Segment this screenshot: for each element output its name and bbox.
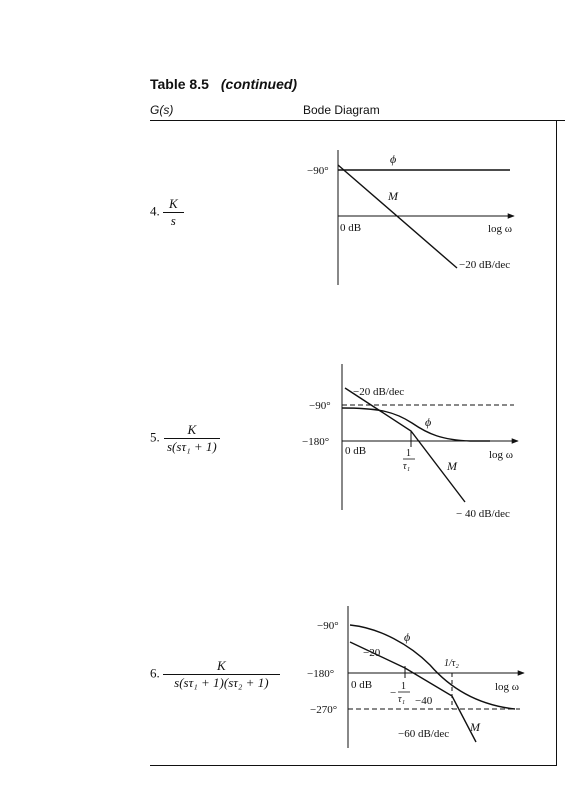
d6-m-label: M — [470, 720, 480, 734]
row-4-numerator: K — [163, 196, 184, 213]
d4-phi-label: ϕ — [390, 152, 397, 166]
d4-m-label: M — [388, 189, 398, 203]
row-6-denominator: s(sτ₁ + 1)(sτ₂ + 1) — [174, 675, 269, 690]
d5-corner-denominator: τ₁ — [403, 461, 411, 472]
d4-phase-level-label: −90° — [307, 165, 329, 177]
d5-phase-90-label: −90° — [309, 400, 331, 412]
row-4-number: 4. — [150, 203, 160, 219]
row-6-number: 6. — [150, 665, 160, 681]
d5-log-w-label: log ω — [489, 449, 514, 461]
row-5-denominator: s(sτ₁ + 1) — [167, 439, 217, 454]
d6-corner1-denominator: τ₁ — [398, 694, 406, 705]
row-5-numerator: K — [164, 422, 221, 439]
d5-corner-numerator: 1 — [406, 448, 411, 459]
d6-zero-db-label: 0 dB — [351, 679, 373, 691]
d6-corner2-label: 1/τ₂ — [444, 658, 459, 669]
d6-slope2-label: −40 — [415, 695, 433, 707]
d4-zero-db-label: 0 dB — [340, 222, 362, 234]
d6-corner1-sign: − — [390, 687, 397, 699]
d5-slope2-label: − 40 dB/dec — [456, 508, 510, 520]
d6-log-w-label: log ω — [495, 681, 520, 693]
d5-phase-180-label: −180° — [302, 436, 330, 448]
row-6-numerator: K — [163, 658, 280, 675]
d5-m-label: M — [447, 459, 457, 473]
d5-slope1-label: −20 dB/dec — [353, 386, 405, 398]
bode-diagram-4 — [307, 150, 514, 285]
bode-diagram-6 — [307, 606, 524, 748]
d6-corner1-numerator: 1 — [401, 681, 406, 692]
d4-log-w-label: log ω — [488, 223, 513, 235]
d6-phase-90-label: −90° — [317, 620, 339, 632]
row-5-number: 5. — [150, 429, 160, 445]
d6-phase-270-label: −270° — [310, 704, 338, 716]
d5-phi-label: ϕ — [425, 415, 432, 429]
d6-phi-label: ϕ — [404, 630, 411, 644]
d6-slope3-label: −60 dB/dec — [398, 728, 450, 740]
d4-slope-label: −20 dB/dec — [459, 259, 511, 271]
d6-slope1-label: −20 — [363, 647, 381, 659]
bode-diagram-5 — [302, 364, 518, 520]
row-4-denominator: s — [170, 213, 176, 228]
d5-zero-db-label: 0 dB — [345, 445, 367, 457]
table-number: Table 8.5 — [150, 76, 209, 92]
d6-phase-180-label: −180° — [307, 668, 335, 680]
column-header-gs: G(s) — [150, 103, 174, 117]
d5-phase-curve — [342, 408, 490, 441]
column-header-bode: Bode Diagram — [303, 103, 380, 117]
table-continued: (continued) — [220, 76, 298, 92]
d6-phase-curve — [350, 625, 515, 709]
